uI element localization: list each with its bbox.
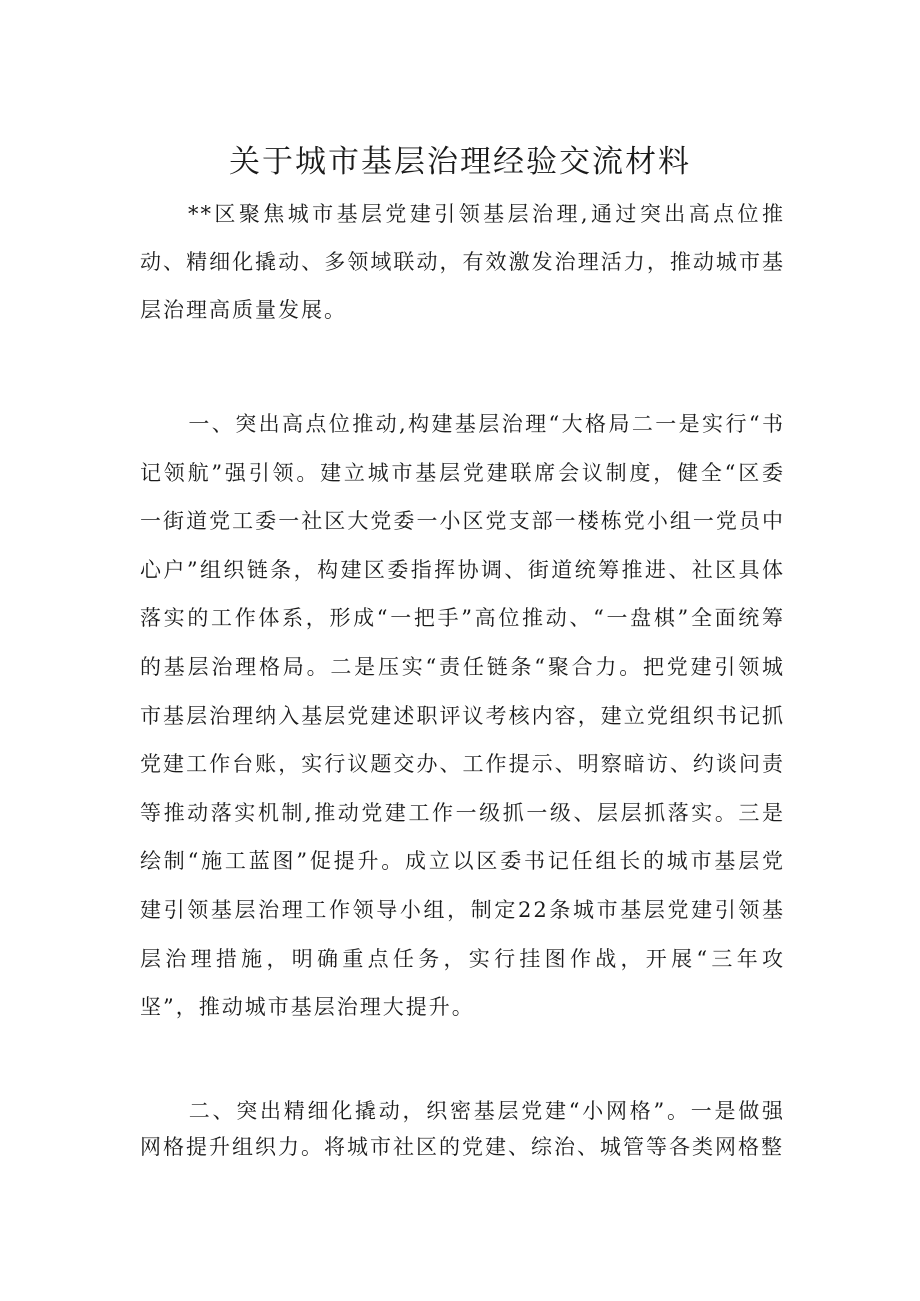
paragraph-section-two [140, 1093, 785, 1165]
paragraph-text: 一、突出高点位推动,构建基层治理“大格局二一是实行“书记领航”强引领。建立城市基层党建联席会议制度，健全“区委一街道党工委一社区大党委一小区党支部一楼栋党小组一党员中心户”组织链条，构建区委指挥协调、街道统筹推进、社区具体落实的工作体系，形成“一把手”高位推动、“一盘棋”全面统筹的基层治理格局。二是压实“责任链条“聚合力。把党建引领城市基层治理纳入基层党建述职评议考核内容，建立党组织书记抓党建工作台账，实行议题交办、工作提示、明察暗访、约谈问责等推动落实机制,推动党建工作一级抓一级、层层抓落实。三是绘制“施工蓝图”促提升。成立以区委书记任组长的城市基层党建引领基层治理工作领导小组，制定22条城市基层党建引领基层治理措施，明确重点任务，实行挂图作战，开展“三年攻坚”，推动城市基层治理大提升。 [140, 412, 785, 1020]
document-title: 关于城市基层治理经验交流材料 [229, 144, 691, 180]
paragraph-section-one [140, 400, 785, 1032]
paragraph-intro [140, 190, 785, 334]
paragraph-text: 二、突出精细化撬动，织密基层党建“小网格”。一是做强网格提升组织力。将城市社区的党建、综治、城管等各类网格整 [140, 1099, 785, 1159]
paragraph-text: **区聚焦城市基层党建引领基层治理,通过突出高点位推动、精细化撬动、多领域联动，有效激发治理活力，推动城市基层治理高质量发展。 [140, 202, 785, 322]
